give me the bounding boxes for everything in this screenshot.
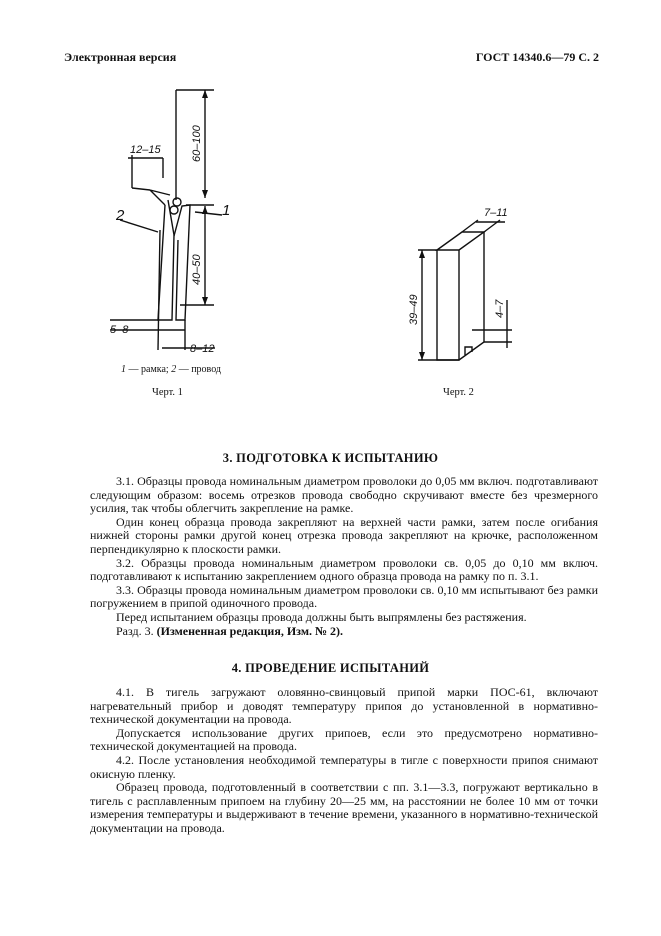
block-side-face <box>459 232 484 360</box>
figure1-caption: Черт. 1 <box>152 387 183 398</box>
amendment-bold: (Измененная редакция, Изм. № 2). <box>156 623 344 638</box>
header-left: Электронная версия <box>64 50 177 64</box>
legend-2-text: — провод <box>176 364 222 375</box>
label-1: 1 <box>222 202 231 219</box>
section3-p4: 3.3. Образцы провода номинальным диаметром проволоки св. 0,10 мм испытывают без рамки погружением в припой одиночного провода. <box>90 582 598 611</box>
section3-p3: 3.2. Образцы провода номинальным диаметром проволоки св. 0,05 до 0,10 мм включ. подготавливают к испытанию закреплением одного образца провода на рамку по п. 3.1. <box>90 555 598 584</box>
section4-p4: Образец провода, подготовленный в соответствии с пп. 3.1—3.3, погружают вертикально в тигель с расплавленным припоем на глубину 20—25 мм, на расстоянии не более 10 мм от точки измерения температуры и выдерживают в течение времени, указанного в нормативно-технической документации на провода. <box>90 780 598 835</box>
arrow-1 <box>202 90 208 98</box>
dim-12-15: 12–15 <box>130 144 161 156</box>
figure1-drawing <box>110 90 222 350</box>
section3-p2: Один конец образца провода закрепляют на верхней части рамки, затем после огибания нижней стороны рамки другой конец отрезка провода закрепляют на крючке, расположенном перпендикулярно к плоскости рамки. <box>90 514 598 556</box>
section3-p1: 3.1. Образцы провода номинальным диаметром проволоки до 0,05 мм включ. подготавливают следующим образом: восемь отрезков провода свободно скручивают вместе без чрезмерного усилия, так чтобы облегчить закрепление на рамке. <box>90 474 598 516</box>
section4-p1: 4.1. В тигель загружают оловянно-свинцовый припой марки ПОС-61, включают нагревательный прибор и доводят температуру припоя до установленной в нормативно-технической документации на провода. <box>90 685 598 727</box>
arrow-2 <box>202 190 208 198</box>
frame-right-outline <box>174 205 190 320</box>
block-top-face <box>437 232 484 250</box>
wire-hook-1 <box>173 198 181 206</box>
dim-7-11: 7–11 <box>484 207 508 219</box>
section3-body <box>90 475 598 638</box>
header-right: ГОСТ 14340.6—79 С. 2 <box>475 50 599 64</box>
dim-39-49: 39–49 <box>408 294 420 325</box>
block-front-face <box>437 250 459 360</box>
section4-p2: Допускается использование других припоев, если это предусмотрено нормативно-технической документацией на провода. <box>90 725 598 754</box>
frame-outline <box>158 200 174 320</box>
wire-top <box>150 190 170 205</box>
dim-60-100: 60–100 <box>191 125 203 162</box>
amendment-prefix: Разд. 3. <box>116 623 157 638</box>
dim-40-50: 40–50 <box>191 254 203 285</box>
dim-4-7: 4–7 <box>494 299 506 318</box>
arrow-4 <box>202 297 208 305</box>
figure2-drawing <box>418 220 512 360</box>
label-2: 2 <box>116 207 125 224</box>
section4-title: 4. ПРОВЕДЕНИЕ ИСПЫТАНИЙ <box>231 661 430 675</box>
figures-drawing <box>0 0 661 380</box>
figure1-legend <box>121 364 221 375</box>
section4-p3: 4.2. После установления необходимой температуры в тигле с поверхности припоя снимают окисную пленку. <box>90 752 598 781</box>
figure2-caption: Черт. 2 <box>443 387 474 398</box>
section3-title: 3. ПОДГОТОВКА К ИСПЫТАНИЮ <box>222 451 439 465</box>
leader-1 <box>195 212 222 215</box>
legend-2-num: 2 <box>171 364 177 375</box>
section4-body <box>90 686 598 836</box>
legend-1-text: — рамка; <box>126 364 172 375</box>
dim-8-12: 8–12 <box>190 343 215 355</box>
ext-line-w2 <box>132 188 150 190</box>
leader-2 <box>120 220 158 232</box>
dim-5-8: 5–8 <box>110 324 129 336</box>
arrow-5 <box>419 250 425 258</box>
section3-amendment <box>90 625 598 639</box>
section3-p5: Перед испытанием образцы провода должны быть выпрямлены без растяжения. <box>116 609 527 624</box>
legend-1-num: 1 <box>121 364 126 375</box>
wire-left <box>158 230 160 350</box>
arrow-3 <box>202 206 208 214</box>
ext-d1 <box>462 220 478 232</box>
wire-hook-2 <box>170 206 178 214</box>
arrow-6 <box>419 352 425 360</box>
